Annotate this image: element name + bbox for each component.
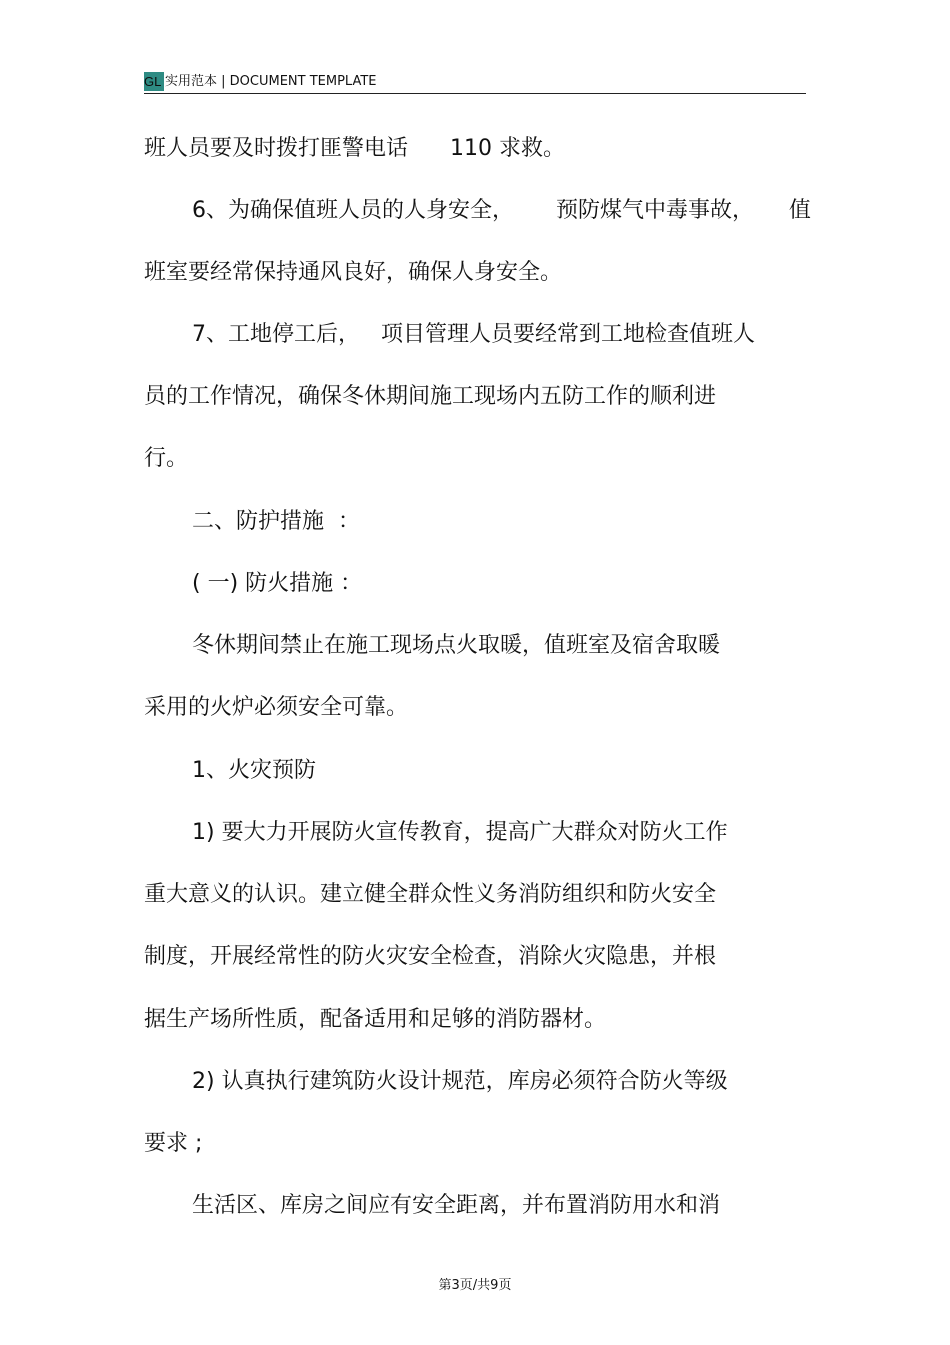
header-title: 实用范本 | DOCUMENT TEMPLATE (165, 74, 377, 89)
body-line: 6、为确保值班人员的人身安全， 预防煤气中毒事故， 值 (192, 198, 811, 223)
body-line: 据生产场所性质，配备适用和足够的消防器材。 (144, 1007, 607, 1032)
body-line: 2) 认真执行建筑防火设计规范，库房必须符合防火等级 (192, 1069, 728, 1094)
body-line: 班室要经常保持通风良好，确保人身安全。 (144, 260, 563, 285)
body-line: 班人员要及时拨打匪警电话 110 求救。 (144, 136, 565, 161)
body-line: 7、工地停工后， 项目管理人员要经常到工地检查值班人 (192, 322, 755, 347)
body-line: 制度，开展经常性的防火灾安全检查，消除火灾隐患，并根 (144, 944, 717, 969)
body-line: 1) 要大力开展防火宣传教育，提高广大群众对防火工作 (192, 820, 728, 845)
body-line: 行。 (144, 446, 189, 471)
page-header (144, 70, 806, 94)
section-heading: 二、防护措施 ： (192, 509, 360, 534)
body-line: 冬休期间禁止在施工现场点火取暖，值班室及宿舍取暖 (192, 633, 721, 658)
body-line: 重大意义的认识。建立健全群众性义务消防组织和防火安全 (144, 882, 717, 907)
header-rule (144, 93, 806, 94)
body-line: 采用的火炉必须安全可靠。 (144, 695, 409, 720)
body-line: 生活区、库房之间应有安全距离，并布置消防用水和消 (192, 1193, 721, 1218)
body-line: 要求 ; (144, 1131, 203, 1156)
body-line: 员的工作情况，确保冬休期间施工现场内五防工作的顺利进 (144, 384, 717, 409)
subsection-heading: ( 一) 防火措施 ： (192, 571, 363, 596)
logo-icon: GL (144, 72, 164, 91)
item-heading: 1、火灾预防 (192, 758, 316, 783)
page-number: 第3页/共9页 (438, 1278, 512, 1293)
